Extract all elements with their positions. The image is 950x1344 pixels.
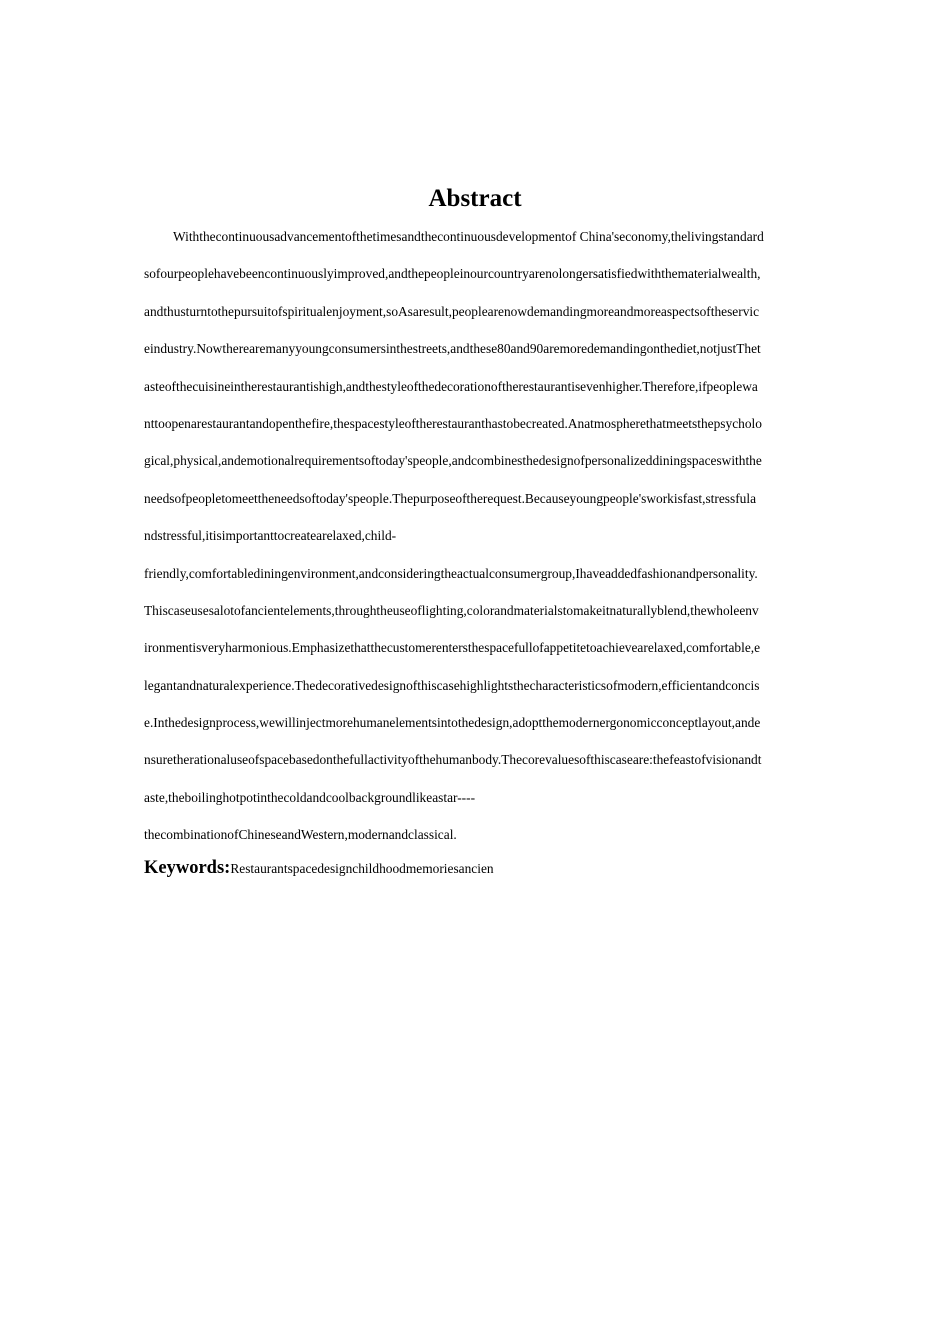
abstract-line: asteofthecuisineintherestaurantishigh,andthestyleofthedecorationoftherestaurantisevenhigher.Therefore,ifpeoplewa (144, 378, 758, 394)
keywords-label: Keywords: (144, 858, 231, 878)
abstract-line: nsuretherationaluseofspacebasedonthefullactivityofthehumanbody.Thecorevaluesofthiscaseare:thefeastofvisionandt (144, 752, 762, 768)
abstract-line: nttoopenarestaurantandopenthefire,thespacestyleoftherestauranthastobecreated.Anatmospherethatmeetsthepsycholo (144, 415, 762, 431)
abstract-line: ndstressful,itisimportanttocreatearelaxed,child- (144, 528, 397, 544)
abstract-line: aste,theboilinghotpotinthecoldandcoolbackgroundlikeastar---- (144, 789, 476, 805)
abstract-line: eindustry.Nowtherearemanyyoungconsumersinthestreets,andthese80and90aremoredemandingonthediet,notjustThet (144, 341, 761, 357)
abstract-line: thecombinationofChineseandWestern,modernandclassical. (144, 827, 457, 843)
abstract-line: sofourpeoplehavebeencontinuouslyimproved,andthepeopleinourcountryarenolongersatisfiedwiththematerialwealth, (144, 266, 761, 282)
abstract-line: gical,physical,andemotionalrequirementsoftoday'speople,andcombinesthedesignofpersonalizeddiningspaceswiththe (144, 453, 762, 469)
abstract-line: friendly,comfortablediningenvironment,andconsideringtheactualconsumergroup,Ihaveaddedfashionandpersonality. (144, 565, 758, 581)
abstract-line: Withthecontinuousadvancementofthetimesandthecontinuousdevelopmentof China'seconomy,thelivingstandard (173, 229, 764, 244)
abstract-line: e.Inthedesignprocess,wewillinjectmorehumanelementsintothedesign,adoptthemodernergonomicconceptlayout,ande (144, 715, 761, 731)
abstract-line: ironmentisveryharmonious.Emphasizethatthecustomerentersthespacefullofappetitetoachievearelaxed,comfortable,e (144, 640, 761, 656)
abstract-body (144, 223, 806, 859)
abstract-line: Thiscaseusesalotofancientelements,throughtheuseoflighting,colorandmaterialstomakeitnaturallyblend,thewholeenv (144, 602, 759, 618)
abstract-line: legantandnaturalexperience.Thedecorativedesignofthiscasehighlightsthecharacteristicsofmodern,efficientandconcis (144, 677, 760, 693)
abstract-title: Abstract (428, 185, 522, 212)
abstract-line: needsofpeopletomeettheneedsoftoday'speople.Thepurposeoftherequest.Becauseyoungpeople'sworkisfast,stressfula (144, 490, 757, 506)
abstract-line: andthusturntothepursuitofspiritualenjoyment,soAsaresult,peoplearenowdemandingmoreandmoreaspectsoftheservic (144, 303, 760, 319)
keywords-text: Restaurantspacedesignchildhoodmemoriesancien (230, 861, 494, 876)
keywords-line (144, 855, 806, 882)
